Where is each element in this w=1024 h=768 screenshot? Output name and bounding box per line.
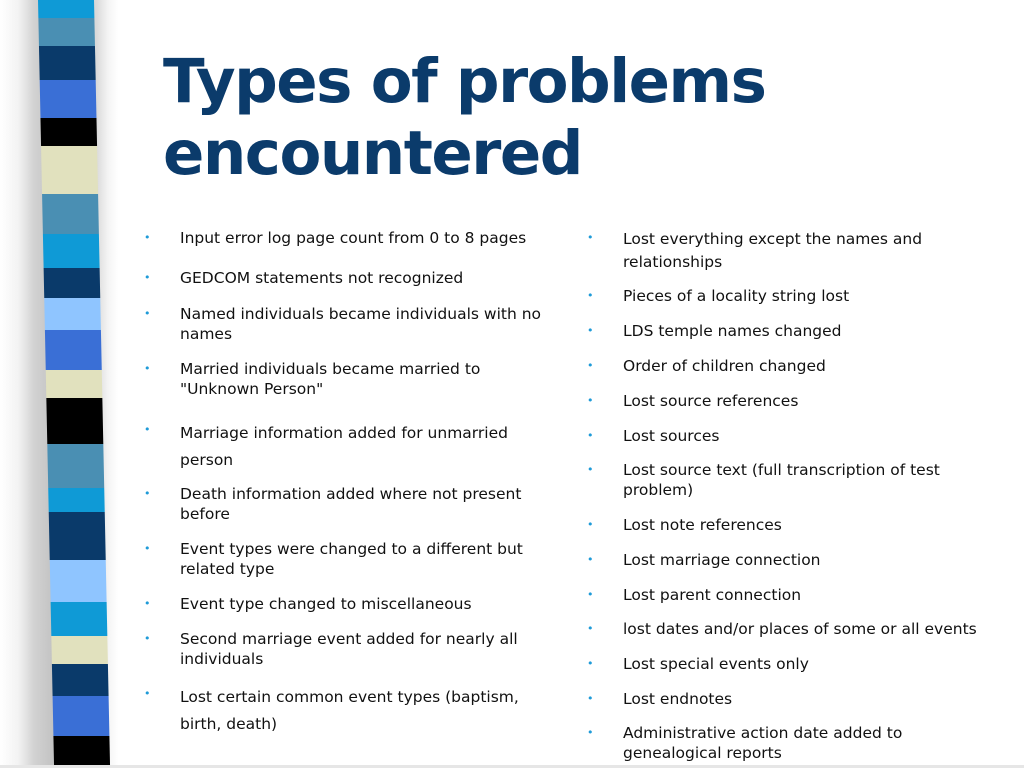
band-segment <box>38 0 94 18</box>
list-item-text: Married individuals became married to "Unknown Person" <box>180 360 481 398</box>
slide-title <box>163 46 983 190</box>
list-item-text: Pieces of a locality string lost <box>623 287 850 305</box>
bullet-icon: • <box>587 726 594 739</box>
bullet-icon: • <box>144 271 151 284</box>
list-item-text: Lost source text (full transcription of test problem) <box>623 461 940 499</box>
bullet-icon: • <box>587 289 594 302</box>
bullet-icon: • <box>144 687 151 700</box>
band-segment <box>44 268 101 298</box>
list-item <box>587 321 1001 341</box>
list-item <box>587 356 1001 376</box>
list-item-text: Lost parent connection <box>623 586 802 604</box>
list-item <box>587 689 1001 709</box>
list-item-text: Lost endnotes <box>623 690 733 708</box>
list-item <box>587 585 1001 605</box>
band-segment <box>46 398 103 444</box>
list-item <box>144 359 552 399</box>
bullet-icon: • <box>587 657 594 670</box>
list-item <box>587 619 1001 639</box>
list-item-text: Lost everything except the names and relationships <box>623 230 923 271</box>
list-item-text: Named individuals became individuals with no names <box>180 305 542 343</box>
list-item-text: Death information added where not present before <box>180 485 522 523</box>
list-item <box>144 684 552 738</box>
bullet-icon: • <box>587 359 594 372</box>
list-item <box>587 228 1001 274</box>
list-item-text: Order of children changed <box>623 357 826 375</box>
title-line-1: Types of problems <box>163 46 766 117</box>
bullet-icon: • <box>587 692 594 705</box>
list-item-text: Event types were changed to a different but related type <box>180 540 523 578</box>
band-segment <box>48 488 105 512</box>
bullet-icon: • <box>144 542 151 555</box>
band-segment <box>41 146 98 194</box>
list-item <box>587 550 1001 570</box>
list-item <box>144 484 552 524</box>
bullet-icon: • <box>587 429 594 442</box>
list-item-text: Lost certain common event types (baptism, birth, death) <box>180 688 519 733</box>
bullet-icon: • <box>144 307 151 320</box>
list-item <box>144 594 552 614</box>
bullet-icon: • <box>144 423 151 436</box>
list-item-text: Lost special events only <box>623 655 809 673</box>
band-segment <box>49 512 106 560</box>
list-item <box>587 515 1001 535</box>
band-segment <box>51 636 108 664</box>
band-segment <box>52 664 109 696</box>
bullet-icon: • <box>144 487 151 500</box>
list-item <box>144 420 552 474</box>
list-item <box>144 228 552 248</box>
bullet-icon: • <box>587 518 594 531</box>
list-item-text: Event type changed to miscellaneous <box>180 595 472 613</box>
list-item <box>144 539 552 579</box>
list-item-text: Lost marriage connection <box>623 551 821 569</box>
list-item-text: Second marriage event added for nearly all individuals <box>180 630 518 668</box>
list-item-text: Lost source references <box>623 392 799 410</box>
band-segment <box>53 696 110 736</box>
band-segment <box>51 602 108 636</box>
list-item-text: lost dates and/or places of some or all events <box>623 620 977 638</box>
bullet-icon: • <box>587 231 594 244</box>
title-line-2: encountered <box>163 118 582 189</box>
list-item <box>587 654 1001 674</box>
list-item-text: Input error log page count from 0 to 8 pages <box>180 229 527 247</box>
band-segment <box>50 560 107 602</box>
band-segment <box>45 330 102 370</box>
bullet-icon: • <box>587 588 594 601</box>
bullet-icon: • <box>144 231 151 244</box>
band-segment <box>42 194 99 234</box>
bullet-icon: • <box>587 394 594 407</box>
band-segment <box>38 18 95 46</box>
bullet-icon: • <box>587 324 594 337</box>
list-item <box>144 304 552 344</box>
list-item <box>587 426 1001 446</box>
bullet-icon: • <box>587 463 594 476</box>
list-item-text: Marriage information added for unmarried person <box>180 424 508 469</box>
bullet-icon: • <box>144 362 151 375</box>
band-segment <box>47 444 104 488</box>
band-segment <box>53 736 110 768</box>
bullet-icon: • <box>144 597 151 610</box>
list-item <box>587 460 1001 500</box>
band-segment <box>44 298 101 330</box>
list-item <box>587 391 1001 411</box>
bullet-icon: • <box>144 632 151 645</box>
bullet-icon: • <box>587 553 594 566</box>
list-item <box>587 723 1001 763</box>
list-item-text: Lost sources <box>623 427 720 445</box>
band-segment <box>40 118 97 146</box>
band-segment <box>46 370 103 398</box>
bullet-icon: • <box>587 622 594 635</box>
list-item <box>144 629 552 669</box>
list-item-text: LDS temple names changed <box>623 322 842 340</box>
list-item-text: GEDCOM statements not recognized <box>180 269 464 287</box>
list-item <box>144 268 552 288</box>
list-item <box>587 286 1001 306</box>
band-segment <box>39 46 96 80</box>
band-segment <box>43 234 100 268</box>
list-item-text: Administrative action date added to genealogical reports <box>623 724 903 762</box>
band-segment <box>40 80 97 118</box>
list-item-text: Lost note references <box>623 516 782 534</box>
